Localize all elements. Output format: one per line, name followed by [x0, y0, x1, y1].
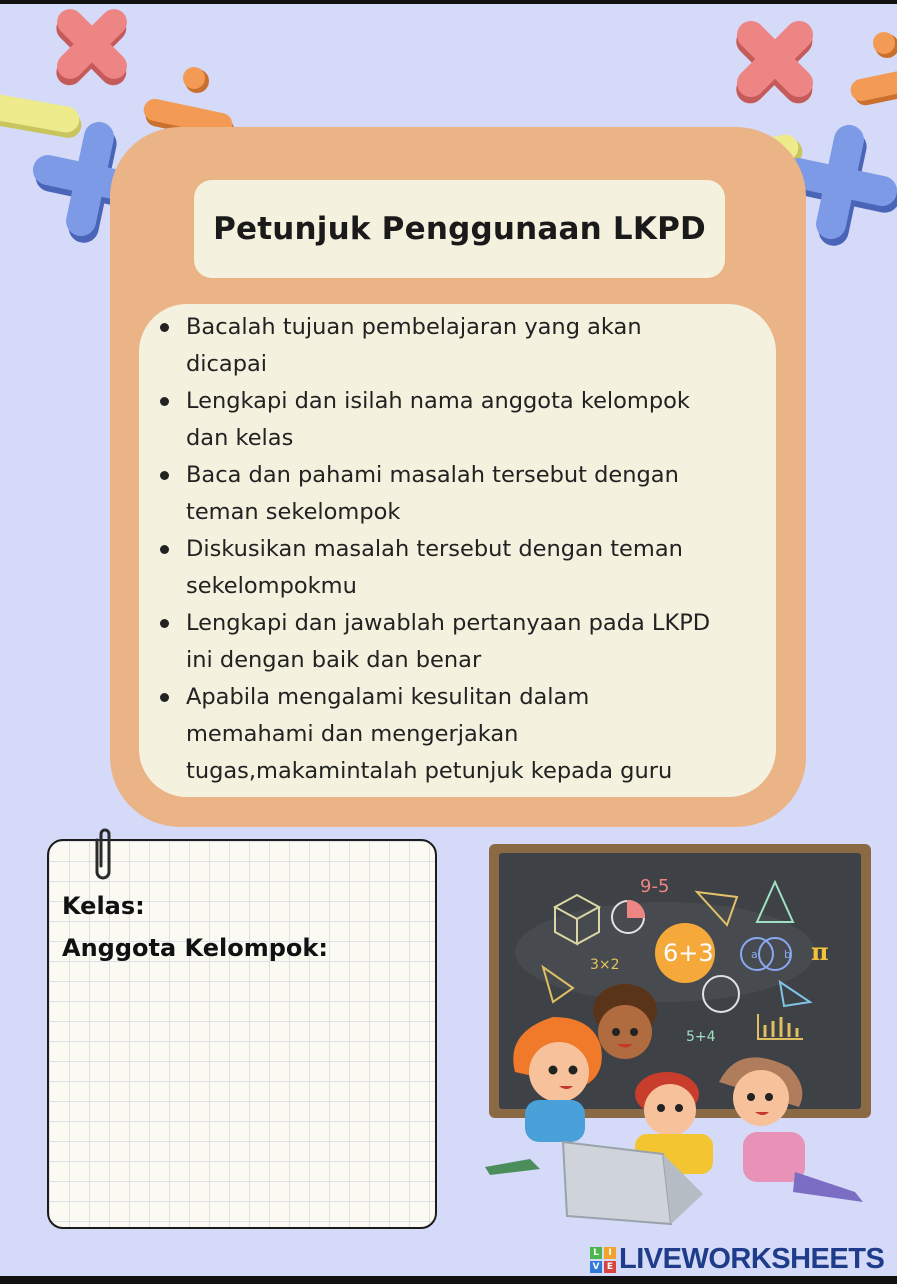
kids-chalkboard-illustration — [475, 842, 885, 1242]
instruction-line: Lengkapi dan isilah nama anggota kelompok — [186, 388, 690, 414]
instruction-line: memahami dan mengerjakan — [186, 721, 519, 747]
board-label: b — [784, 948, 791, 961]
title-box — [194, 180, 725, 278]
bullet-icon — [160, 693, 169, 702]
red-multiply-icon-right — [704, 4, 846, 133]
instruction-line: dicapai — [186, 351, 268, 377]
board-label: 5+4 — [686, 1029, 716, 1045]
worksheet-page — [0, 4, 897, 1276]
paperclip-icon — [90, 826, 120, 886]
board-label: 3×2 — [590, 957, 620, 973]
bullet-icon — [160, 545, 169, 554]
liveworksheets-logo — [590, 1243, 884, 1276]
bullet-icon — [160, 323, 169, 332]
bullet-icon — [160, 471, 169, 480]
bullet-icon — [160, 619, 169, 628]
instruction-line: sekelompokmu — [186, 573, 357, 599]
instruction-line: tugas,makamintalah petunjuk kepada guru — [186, 758, 673, 784]
instruction-line: Baca dan pahami masalah tersebut dengan — [186, 462, 679, 488]
yellow-minus-icon — [0, 90, 84, 140]
logo-tile: E — [604, 1261, 616, 1273]
instruction-item — [158, 531, 778, 605]
instruction-item — [158, 605, 778, 679]
logo-tile: I — [604, 1247, 616, 1259]
instruction-line: Apabila mengalami kesulitan dalam — [186, 684, 590, 710]
kelas-label: Kelas: — [62, 892, 145, 920]
instruction-item — [158, 457, 778, 531]
liveworksheets-logo-icon — [590, 1247, 616, 1273]
instruction-item — [158, 309, 778, 383]
board-label: a — [751, 948, 758, 961]
instruction-line: teman sekelompok — [186, 499, 401, 525]
board-label: 9-5 — [640, 876, 670, 897]
instruction-line: Bacalah tujuan pembelajaran yang akan — [186, 314, 642, 340]
board-label: 6+3 — [663, 939, 714, 967]
orange-divide-icon-right — [849, 32, 897, 108]
instructions-list — [158, 309, 778, 790]
instruction-item — [158, 679, 778, 790]
bullet-icon — [160, 397, 169, 406]
logo-tile: L — [590, 1247, 602, 1259]
instruction-line: ini dengan baik dan benar — [186, 647, 482, 673]
page-title: Petunjuk Penggunaan LKPD — [213, 211, 706, 247]
instruction-line: dan kelas — [186, 425, 294, 451]
anggota-kelompok-label: Anggota Kelompok: — [62, 934, 328, 962]
board-label: π — [811, 937, 829, 966]
red-multiply-icon — [26, 4, 157, 113]
instruction-line: Diskusikan masalah tersebut dengan teman — [186, 536, 683, 562]
logo-tile: V — [590, 1261, 602, 1273]
instruction-line: Lengkapi dan jawablah pertanyaan pada LKPD — [186, 610, 711, 636]
brand-name: LIVEWORKSHEETS — [619, 1243, 885, 1275]
instruction-item — [158, 383, 778, 457]
